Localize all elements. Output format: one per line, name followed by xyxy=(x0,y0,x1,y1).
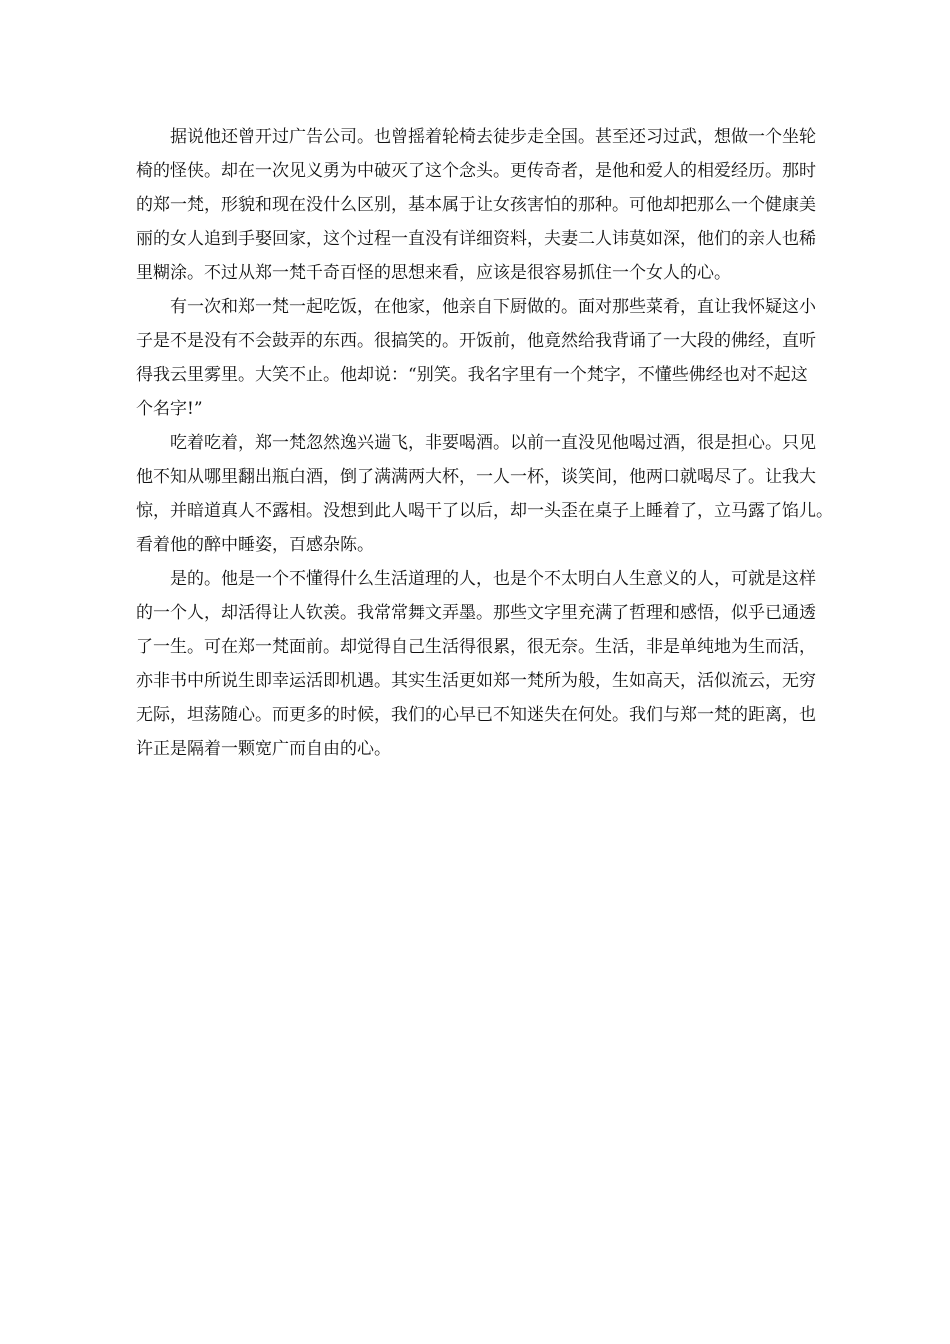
paragraph-3 xyxy=(136,426,836,562)
text-line: 吃着吃着，郑一梵忽然逸兴遄飞，非要喝酒。以前一直没见他喝过酒，很是担心。只见 xyxy=(136,433,816,453)
paragraph-2 xyxy=(136,290,836,426)
text-line: 许正是隔着一颗宽广而自由的心。 xyxy=(136,739,391,759)
paragraph-4 xyxy=(136,562,836,766)
text-line: 了一生。可在郑一梵面前。却觉得自己生活得很累，很无奈。生活，非是单纯地为生而活， xyxy=(136,637,816,657)
text-line: 他不知从哪里翻出瓶白酒，倒了满满两大杯，一人一杯，谈笑间，他两口就喝尽了。让我大 xyxy=(136,467,816,487)
text-line: 椅的怪侠。却在一次见义勇为中破灭了这个念头。更传奇者，是他和爱人的相爱经历。那时 xyxy=(136,161,816,181)
text-line: 有一次和郑一梵一起吃饭，在他家，他亲自下厨做的。面对那些菜肴，直让我怀疑这小 xyxy=(136,297,816,317)
text-line: 看着他的醉中睡姿，百感杂陈。 xyxy=(136,535,374,555)
text-line: 丽的女人追到手娶回家，这个过程一直没有详细资料，夫妻二人讳莫如深，他们的亲人也稀 xyxy=(136,229,816,249)
text-line: 的一个人，却活得让人钦羡。我常常舞文弄墨。那些文字里充满了哲理和感悟，似乎已通透 xyxy=(136,603,816,623)
article-body xyxy=(136,120,836,766)
text-line: 惊，并暗道真人不露相。没想到此人喝干了以后，却一头歪在桌子上睡着了，立马露了馅儿。 xyxy=(136,501,833,521)
text-line: 据说他还曾开过广告公司。也曾摇着轮椅去徒步走全国。甚至还习过武，想做一个坐轮 xyxy=(136,127,816,147)
text-line: 亦非书中所说生即幸运活即机遇。其实生活更如郑一梵所为般，生如高天，活似流云，无穷 xyxy=(136,671,816,691)
text-line: 里糊涂。不过从郑一梵千奇百怪的思想来看，应该是很容易抓住一个女人的心。 xyxy=(136,263,731,283)
text-line: 得我云里雾里。大笑不止。他却说：“别笑。我名字里有一个梵字，不懂些佛经也对不起这 xyxy=(136,365,808,385)
text-line: 无际，坦荡随心。而更多的时候，我们的心早已不知迷失在何处。我们与郑一梵的距离，也 xyxy=(136,705,816,725)
paragraph-1 xyxy=(136,120,836,290)
text-line: 是的。他是一个不懂得什么生活道理的人，也是个不太明白人生意义的人，可就是这样 xyxy=(136,569,816,589)
text-line: 子是不是没有不会鼓弄的东西。很搞笑的。开饭前，他竟然给我背诵了一大段的佛经，直听 xyxy=(136,331,816,351)
text-line: 个名字!” xyxy=(136,399,203,419)
text-line: 的郑一梵，形貌和现在没什么区别，基本属于让女孩害怕的那种。可他却把那么一个健康美 xyxy=(136,195,816,215)
